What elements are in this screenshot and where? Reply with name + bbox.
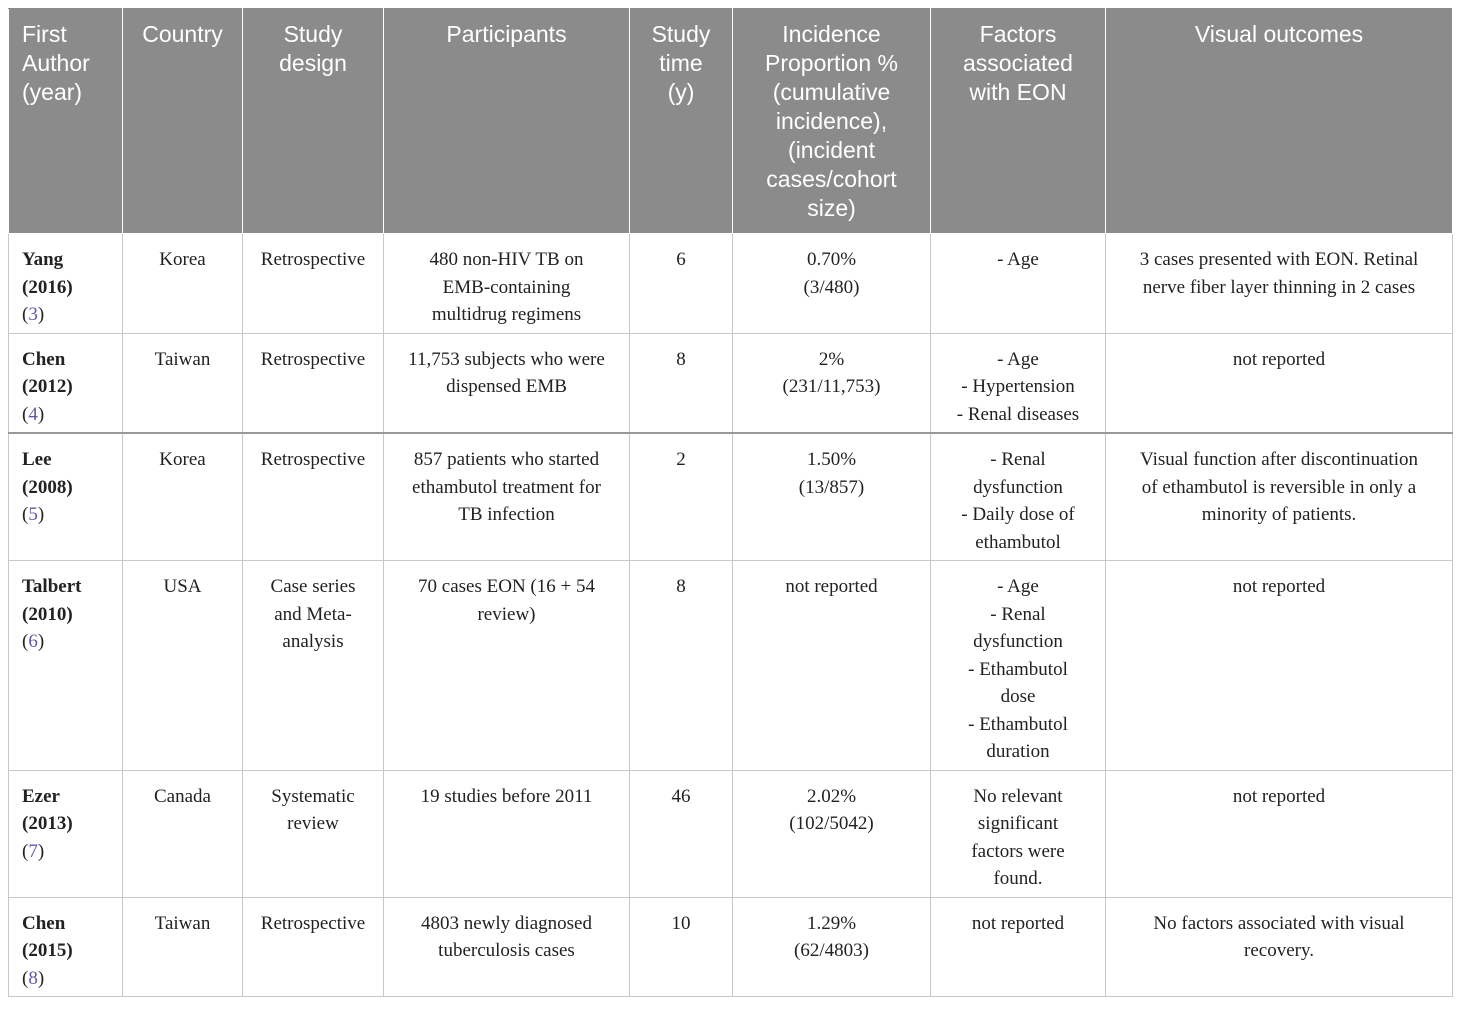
reference: (4) <box>22 403 45 425</box>
visual-outcomes-text: nerve fiber layer thinning in 2 cases <box>1142 276 1416 298</box>
participants-cell <box>384 770 630 897</box>
factors-text: - Age <box>997 348 1039 370</box>
header-text: Author <box>22 50 90 76</box>
header-first-author <box>9 9 123 234</box>
factors-text: - Ethambutol <box>968 713 1068 735</box>
factors-text: significant <box>977 813 1059 834</box>
participants-text: tuberculosis cases <box>438 940 575 961</box>
visual-outcomes-cell <box>1106 561 1453 771</box>
table-row <box>9 234 1453 334</box>
participants-text: TB infection <box>458 504 555 525</box>
country-cell <box>123 333 243 433</box>
participants-text: 4803 newly diagnosed <box>421 912 592 934</box>
country-cell <box>123 433 243 561</box>
author-year: (2008) <box>22 476 73 498</box>
header-text: incidence), <box>775 108 888 134</box>
incidence-cell <box>733 234 931 334</box>
study-time-text: 6 <box>676 249 686 270</box>
header-incidence <box>733 9 931 234</box>
incidence-text: (102/5042) <box>789 813 874 834</box>
factors-text: not reported <box>971 912 1065 934</box>
author-year: (2015) <box>22 940 73 961</box>
study-time-cell <box>630 234 733 334</box>
study-design-text: Systematic <box>271 785 355 807</box>
visual-outcomes-text: not reported <box>1232 785 1326 807</box>
study-time-cell <box>630 561 733 771</box>
factors-cell <box>931 561 1106 771</box>
author-name: Yang <box>22 249 64 270</box>
factors-cell <box>931 897 1106 997</box>
header-text: (cumulative <box>772 79 891 105</box>
factors-text: - Daily dose of <box>961 504 1075 525</box>
factors-text: ethambutol <box>975 531 1061 553</box>
header-text: First <box>22 21 67 47</box>
header-text: (incident <box>788 137 875 163</box>
header-visual-outcomes <box>1106 9 1453 234</box>
study-time-text: 46 <box>671 785 691 807</box>
visual-outcomes-text: Visual function after discontinuation <box>1140 449 1418 470</box>
reference-link[interactable]: 5 <box>28 504 38 525</box>
header-text: (y) <box>667 79 695 105</box>
study-design-cell <box>243 433 384 561</box>
study-time-cell <box>630 433 733 561</box>
header-text: with EON <box>969 79 1067 105</box>
incidence-text: (13/857) <box>798 476 865 498</box>
country-cell <box>123 897 243 997</box>
study-time-text: 2 <box>676 449 686 470</box>
author-name: Ezer <box>22 785 60 807</box>
participants-text: 19 studies before 2011 <box>420 785 593 807</box>
participants-text: multidrug regimens <box>431 304 582 325</box>
factors-text: dose <box>1000 686 1036 707</box>
study-time-cell <box>630 770 733 897</box>
incidence-cell <box>733 897 931 997</box>
visual-outcomes-cell <box>1106 433 1453 561</box>
country-text: Taiwan <box>154 348 211 370</box>
header-text: size) <box>807 195 856 221</box>
incidence-text: (3/480) <box>803 276 860 298</box>
factors-text: dysfunction <box>973 631 1063 652</box>
incidence-text: 1.50% <box>806 449 857 470</box>
country-text: Taiwan <box>154 912 211 934</box>
participants-text: ethambutol treatment for <box>412 476 601 498</box>
study-design-cell <box>243 333 384 433</box>
study-time-cell <box>630 897 733 997</box>
participants-text: review) <box>477 603 536 625</box>
incidence-cell <box>733 770 931 897</box>
author-cell <box>9 897 123 997</box>
reference-link[interactable]: 3 <box>28 304 38 325</box>
factors-text: duration <box>986 741 1050 762</box>
study-time-text: 8 <box>676 348 686 370</box>
header-text: Country <box>142 21 223 47</box>
participants-text: 11,753 subjects who were <box>408 348 605 370</box>
study-design-text: Retrospective <box>260 249 366 270</box>
table-row <box>9 770 1453 897</box>
visual-outcomes-text: No factors associated with visual <box>1153 912 1405 934</box>
header-text: Study <box>651 21 711 47</box>
factors-text: found. <box>993 868 1043 889</box>
country-cell <box>123 561 243 771</box>
incidence-cell <box>733 561 931 771</box>
incidence-cell <box>733 433 931 561</box>
study-design-text: and Meta- <box>274 603 352 625</box>
visual-outcomes-text: not reported <box>1232 576 1326 597</box>
incidence-text: 2% <box>818 348 845 370</box>
author-year: (2013) <box>22 813 73 834</box>
table-row <box>9 333 1453 433</box>
reference: (5) <box>22 504 45 525</box>
reference-link[interactable]: 4 <box>28 403 38 425</box>
factors-text: - Age <box>997 249 1039 270</box>
visual-outcomes-text: minority of patients. <box>1201 504 1357 525</box>
study-design-text: Case series <box>270 576 356 597</box>
incidence-text: 0.70% <box>806 249 857 270</box>
header-study-design <box>243 9 384 234</box>
study-design-text: Retrospective <box>260 348 366 370</box>
visual-outcomes-text: 3 cases presented with EON. Retinal <box>1139 249 1419 270</box>
header-row <box>9 9 1453 234</box>
factors-text: factors were <box>971 840 1065 862</box>
participants-cell <box>384 234 630 334</box>
incidence-text: (231/11,753) <box>782 376 881 397</box>
header-text: time <box>659 50 703 76</box>
participants-text: 857 patients who started <box>413 449 600 470</box>
factors-text: - Renal diseases <box>956 403 1080 425</box>
table-row <box>9 897 1453 997</box>
factors-cell <box>931 433 1106 561</box>
reference: (7) <box>22 840 45 862</box>
author-year: (2016) <box>22 276 73 298</box>
country-cell <box>123 234 243 334</box>
header-text: Factors <box>979 21 1057 47</box>
author-cell <box>9 333 123 433</box>
author-name: Lee <box>22 449 52 470</box>
factors-cell <box>931 333 1106 433</box>
study-design-cell <box>243 561 384 771</box>
country-text: Korea <box>159 449 206 470</box>
participants-text: EMB-containing <box>442 276 571 298</box>
author-year: (2010) <box>22 603 73 625</box>
visual-outcomes-cell <box>1106 897 1453 997</box>
header-text: Proportion % <box>765 50 898 76</box>
country-text: USA <box>163 576 202 597</box>
study-time-text: 10 <box>671 912 691 934</box>
visual-outcomes-cell <box>1106 770 1453 897</box>
incidence-text: (62/4803) <box>794 940 869 961</box>
country-text: Canada <box>154 785 211 807</box>
header-factors <box>931 9 1106 234</box>
factors-text: - Renal <box>990 449 1046 470</box>
header-text: associated <box>963 50 1073 76</box>
header-text: Visual outcomes <box>1194 21 1364 47</box>
header-country <box>123 9 243 234</box>
author-cell <box>9 770 123 897</box>
header-participants <box>384 9 630 234</box>
factors-text: - Renal <box>990 603 1046 625</box>
author-year: (2012) <box>22 376 73 397</box>
factors-cell <box>931 234 1106 334</box>
visual-outcomes-cell <box>1106 234 1453 334</box>
author-name: Talbert <box>22 576 82 597</box>
participants-cell <box>384 561 630 771</box>
reference: (3) <box>22 304 45 325</box>
header-text: Study <box>283 21 343 47</box>
country-text: Korea <box>159 249 206 270</box>
participants-cell <box>384 433 630 561</box>
header-text: Incidence <box>782 21 881 47</box>
header-text: cases/cohort <box>766 166 897 192</box>
participants-text: 70 cases EON (16 + 54 <box>418 576 595 597</box>
studies-table <box>8 8 1453 997</box>
study-time-cell <box>630 333 733 433</box>
reference-link[interactable]: 7 <box>28 840 38 862</box>
author-name: Chen <box>22 348 66 370</box>
study-design-text: analysis <box>282 631 344 652</box>
study-design-text: review <box>287 813 339 834</box>
visual-outcomes-text: not reported <box>1232 348 1326 370</box>
study-design-text: Retrospective <box>260 912 366 934</box>
participants-text: 480 non-HIV TB on <box>429 249 584 270</box>
participants-text: dispensed EMB <box>446 376 567 397</box>
reference-link[interactable]: 6 <box>28 631 38 652</box>
study-design-cell <box>243 234 384 334</box>
study-design-cell <box>243 897 384 997</box>
country-cell <box>123 770 243 897</box>
participants-cell <box>384 333 630 433</box>
header-text: (year) <box>22 79 83 105</box>
incidence-text: 1.29% <box>806 912 857 934</box>
table-row <box>9 561 1453 771</box>
factors-text: - Hypertension <box>961 376 1075 397</box>
study-design-cell <box>243 770 384 897</box>
header-text: Participants <box>446 21 567 47</box>
reference: (6) <box>22 631 45 652</box>
table-row <box>9 433 1453 561</box>
reference: (8) <box>22 967 45 989</box>
author-cell <box>9 561 123 771</box>
study-time-text: 8 <box>676 576 686 597</box>
visual-outcomes-text: recovery. <box>1244 940 1314 961</box>
header-study-time <box>630 9 733 234</box>
visual-outcomes-cell <box>1106 333 1453 433</box>
author-cell <box>9 234 123 334</box>
factors-text: No relevant <box>973 785 1063 807</box>
reference-link[interactable]: 8 <box>28 967 38 989</box>
factors-cell <box>931 770 1106 897</box>
visual-outcomes-text: of ethambutol is reversible in only a <box>1141 476 1417 498</box>
factors-text: dysfunction <box>973 476 1063 498</box>
author-cell <box>9 433 123 561</box>
factors-text: - Age <box>997 576 1039 597</box>
incidence-text: 2.02% <box>806 785 857 807</box>
factors-text: - Ethambutol <box>968 658 1068 680</box>
incidence-cell <box>733 333 931 433</box>
author-name: Chen <box>22 912 66 934</box>
incidence-text: not reported <box>785 576 878 597</box>
study-design-text: Retrospective <box>260 449 366 470</box>
header-text: design <box>279 50 347 76</box>
participants-cell <box>384 897 630 997</box>
